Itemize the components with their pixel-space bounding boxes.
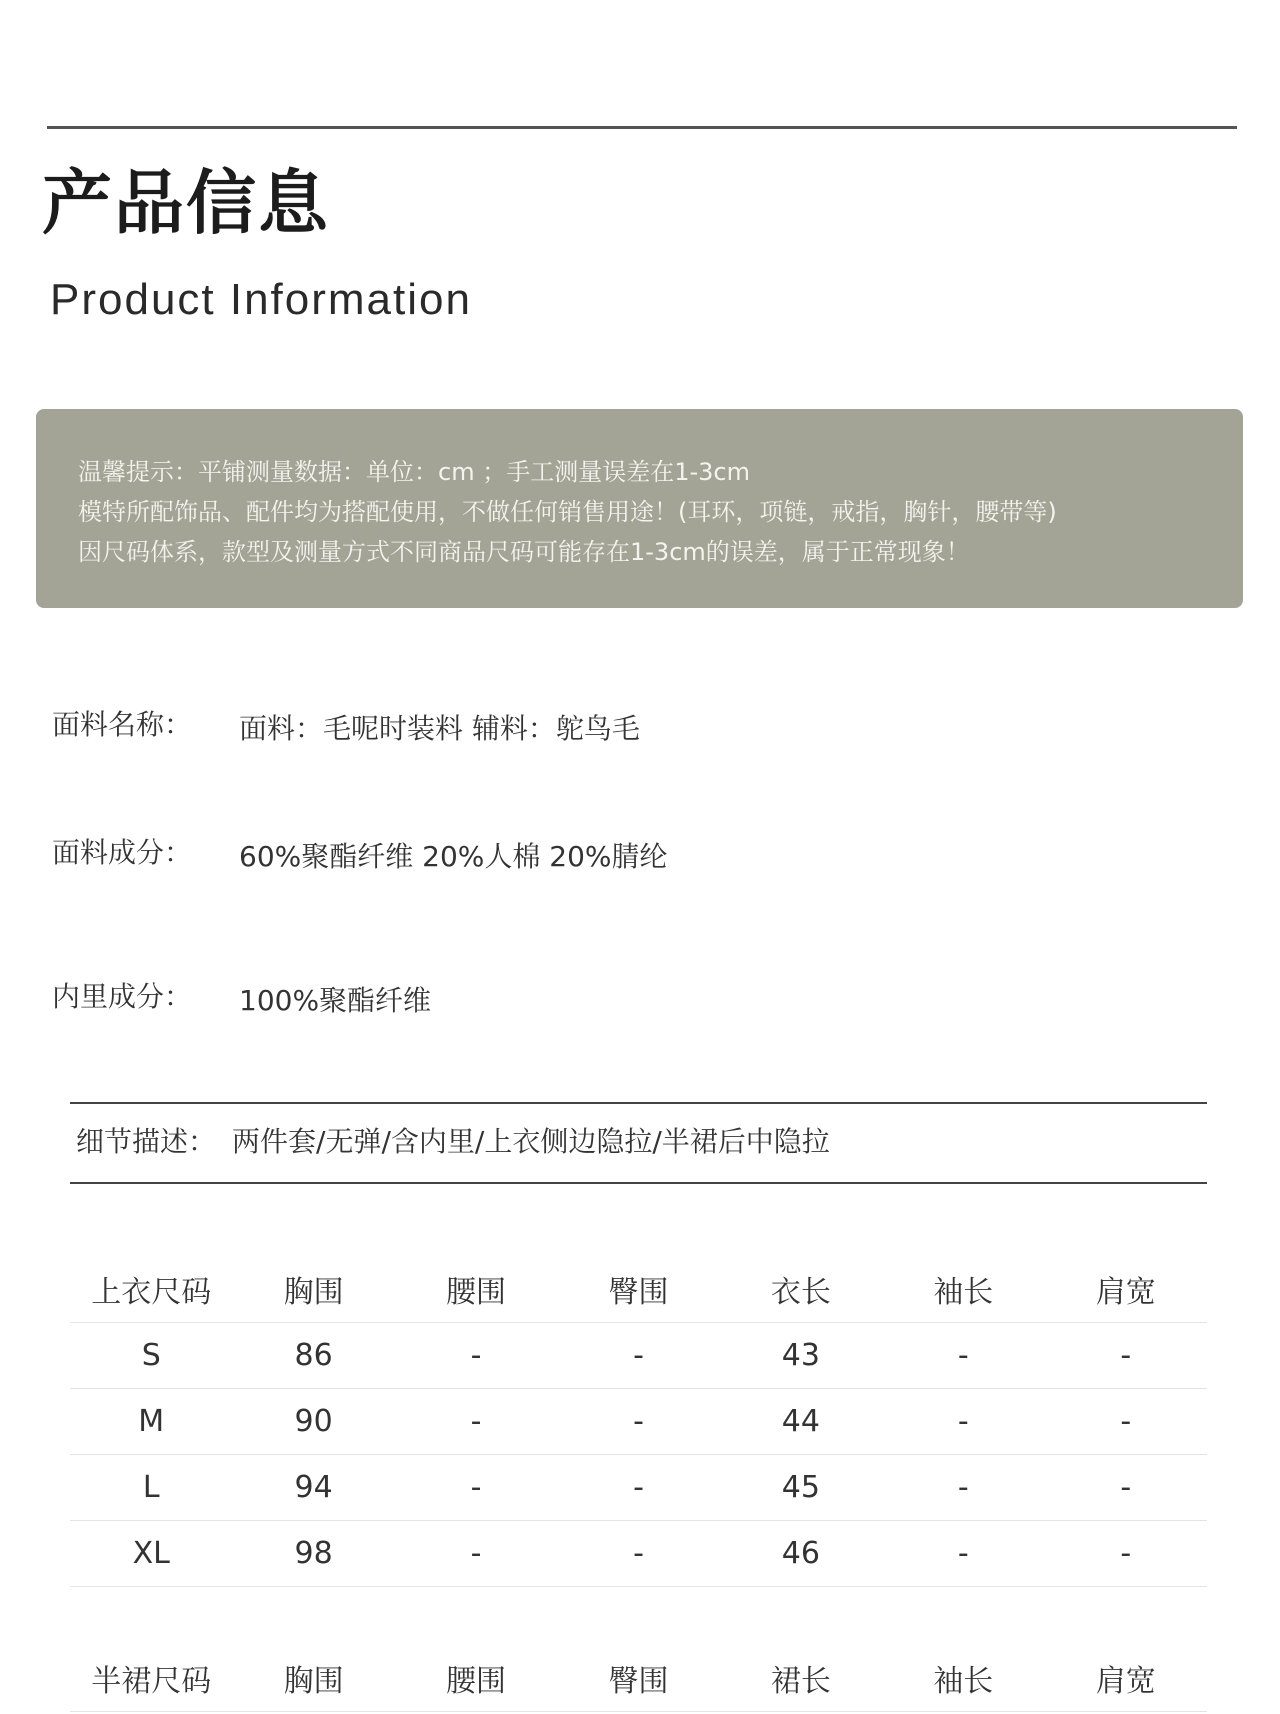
header-cell: 衣长 — [720, 1256, 882, 1323]
header-cell: 臀围 — [557, 1645, 719, 1712]
header-cell: 半裙尺码 — [70, 1645, 232, 1712]
notice-line: 因尺码体系，款型及测量方式不同商品尺码可能存在1-3cm的误差，属于正常现象！ — [78, 538, 970, 566]
table-cell: - — [557, 1389, 719, 1455]
table-cell: XL — [70, 1521, 232, 1587]
table-cell: - — [1045, 1455, 1207, 1521]
table-header-row — [70, 1256, 1207, 1323]
table-cell: - — [882, 1455, 1044, 1521]
detail-label: 细节描述： — [76, 1125, 217, 1158]
detail-bottom-divider — [70, 1182, 1207, 1184]
lining-value: 100%聚酯纤维 — [239, 984, 432, 1017]
table-cell: 43 — [720, 1323, 882, 1389]
table-cell: - — [1045, 1323, 1207, 1389]
notice-line: 模特所配饰品、配件均为搭配使用，不做任何销售用途！(耳环，项链，戒指，胸针，腰带等) — [78, 498, 1057, 526]
detail-value: 两件套/无弹/含内里/上衣侧边隐拉/半裙后中隐拉 — [232, 1125, 830, 1158]
notice-line: 温馨提示：平铺测量数据：单位：cm ；手工测量误差在1-3cm — [78, 458, 750, 486]
header-cell: 腰围 — [395, 1645, 557, 1712]
header-cell: 胸围 — [232, 1645, 394, 1712]
table-cell: L — [70, 1455, 232, 1521]
fabric-name-value: 面料：毛呢时装料 辅料：鸵鸟毛 — [239, 712, 640, 745]
header-cell: 袖长 — [882, 1256, 1044, 1323]
fabric-composition-value: 60%聚酯纤维 20%人棉 20%腈纶 — [239, 840, 668, 873]
table-cell: - — [557, 1455, 719, 1521]
table-cell: - — [557, 1323, 719, 1389]
table-cell: M — [70, 1389, 232, 1455]
table-header-row — [70, 1645, 1207, 1712]
table-cell: - — [882, 1389, 1044, 1455]
table-cell: 90 — [232, 1389, 394, 1455]
table-row — [70, 1323, 1207, 1389]
table-cell: - — [1045, 1389, 1207, 1455]
table-cell: 94 — [232, 1455, 394, 1521]
table-cell: 46 — [720, 1521, 882, 1587]
table-row — [70, 1389, 1207, 1455]
table-cell: - — [882, 1323, 1044, 1389]
top-size-table — [70, 1256, 1207, 1587]
lining-label: 内里成分： — [52, 980, 193, 1013]
notice-box — [36, 409, 1243, 608]
table-cell: - — [395, 1389, 557, 1455]
header-cell: 胸围 — [232, 1256, 394, 1323]
table-row — [70, 1455, 1207, 1521]
table-cell: 45 — [720, 1455, 882, 1521]
top-divider — [47, 126, 1237, 129]
page-subtitle: Product Information — [50, 275, 472, 324]
header-cell: 臀围 — [557, 1256, 719, 1323]
table-row — [70, 1521, 1207, 1587]
header-cell: 裙长 — [720, 1645, 882, 1712]
table-cell: 86 — [232, 1323, 394, 1389]
header-cell: 肩宽 — [1045, 1645, 1207, 1712]
table-cell: 98 — [232, 1521, 394, 1587]
table-cell: - — [1045, 1521, 1207, 1587]
fabric-name-label: 面料名称： — [52, 708, 193, 741]
table-cell: - — [557, 1521, 719, 1587]
header-cell: 腰围 — [395, 1256, 557, 1323]
table-cell: 44 — [720, 1389, 882, 1455]
table-cell: S — [70, 1323, 232, 1389]
table-cell: - — [882, 1521, 1044, 1587]
page-title: 产品信息 — [42, 162, 330, 244]
skirt-size-table — [70, 1645, 1207, 1712]
table-cell: - — [395, 1323, 557, 1389]
detail-top-divider — [70, 1102, 1207, 1104]
header-cell: 肩宽 — [1045, 1256, 1207, 1323]
header-cell: 袖长 — [882, 1645, 1044, 1712]
detail-row — [76, 1125, 830, 1158]
table-cell: - — [395, 1455, 557, 1521]
header-cell: 上衣尺码 — [70, 1256, 232, 1323]
fabric-composition-label: 面料成分： — [52, 836, 193, 869]
table-cell: - — [395, 1521, 557, 1587]
